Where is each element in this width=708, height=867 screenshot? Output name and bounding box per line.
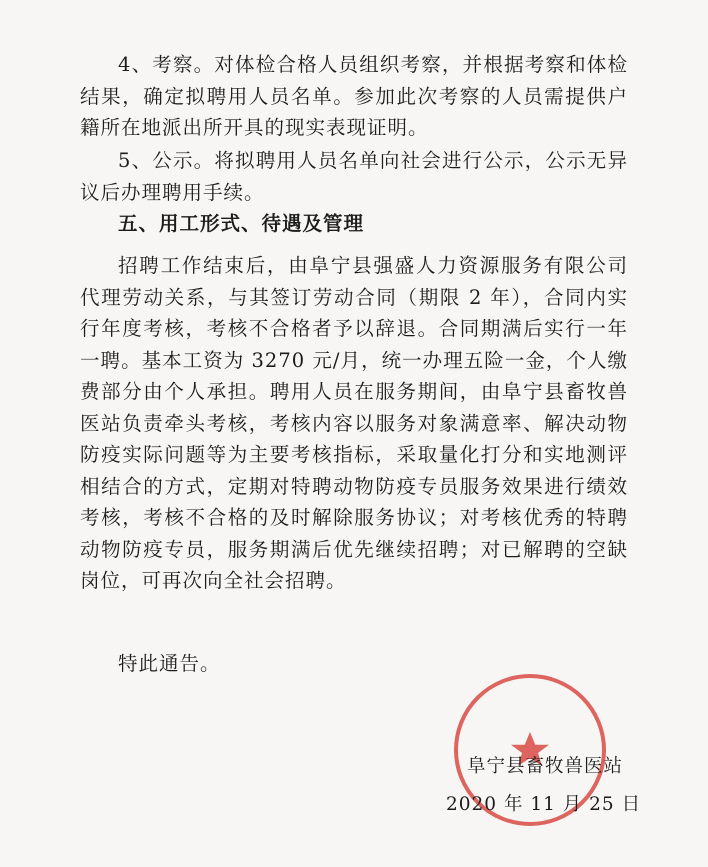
closing-text: 特此通告。 <box>118 652 221 675</box>
item-5-paragraph: 5、公示。将拟聘用人员名单向社会进行公示，公示无异议后办理聘用手续。 <box>80 149 628 204</box>
issue-date: 2020 年 11 月 25 日 <box>446 794 642 815</box>
section-5-body: 招聘工作结束后，由阜宁县强盛人力资源服务有限公司代理劳动关系，与其签订劳动合同（期限 2 年），合同内实行年度考核，考核不合格者予以辞退。合同期满后实行一年一聘。基本工资为 3270 元/月，统一办理五险一金，个人缴费部分由个人承担。聘用人员在服务期间，由阜宁县畜牧兽医站负责牵头考核，考核内容以服务对象满意率、解决动物防疫实际问题等为主要考核指标，采取量化打分和实地测评相结合的方式，定期对特聘动物防疫专员服务效果进行绩效考核，考核不合格的及时解除服务协议；对考核优秀的特聘动物防疫专员，服务期满后优先继续招聘；对已解聘的空缺岗位，可再次向全社会招聘。 <box>80 254 628 592</box>
issuer-name: 阜宁县畜牧兽医站 <box>467 756 624 777</box>
item-4-paragraph: 4、考察。对体检合格人员组织考察，并根据考察和体检结果，确定拟聘用人员名单。参加此次考察的人员需提供户籍所在地派出所开具的现实表现证明。 <box>80 53 628 139</box>
section-5-heading: 五、用工形式、待遇及管理 <box>118 212 365 235</box>
